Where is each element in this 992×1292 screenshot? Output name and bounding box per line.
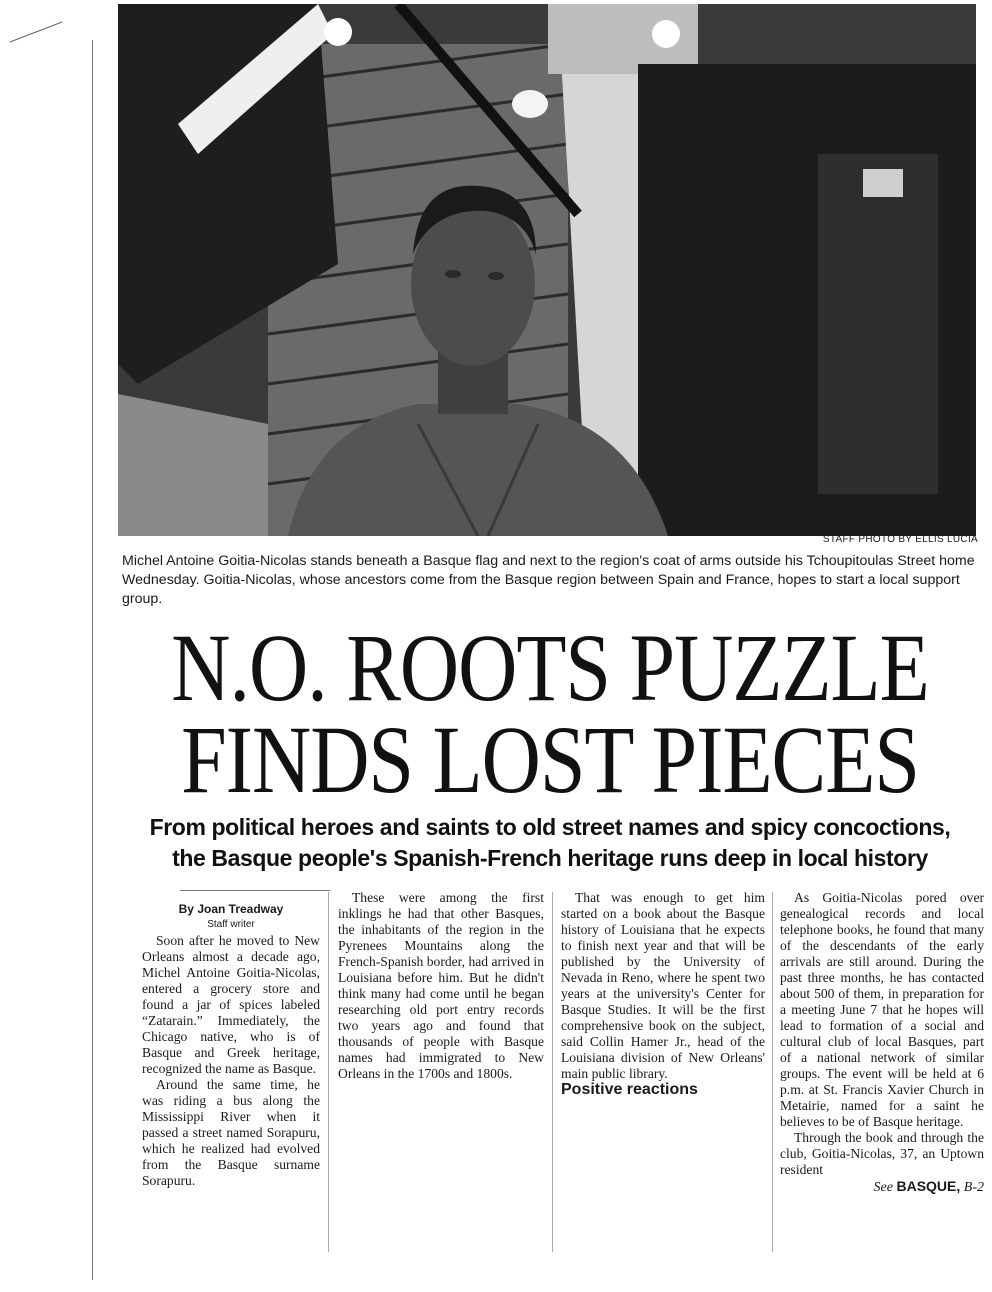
jump-prefix: See [873, 1180, 897, 1195]
paragraph-3: These were among the first inklings he had that other Basques, the inhabitants of the region in the Pyrenees Mountains along the French-Spanish border, had arrived in Louisiana before him. But he didn't think many had come until he began researching old port entry records two years ago and found that thousands of people with Basque names had immigrated to New Orleans in the 1700s and 1800s. [338, 890, 544, 1081]
headline-line-1: N.O. ROOTS PUZZLE [171, 613, 929, 722]
article-column-2 [338, 890, 544, 1082]
article-photo [118, 4, 976, 536]
headline-line-2: FINDS LOST PIECES [181, 705, 919, 814]
porch-light-left [324, 18, 352, 46]
column-divider [772, 892, 773, 1252]
section-subhead: Positive reactions [561, 1081, 698, 1098]
subheadline-deck [110, 812, 990, 874]
deck-line-2: the Basque people's Spanish-French heritage runs deep in local history [172, 845, 928, 871]
byline-role: Staff writer [207, 919, 255, 930]
headline [120, 613, 980, 814]
porch-light-right [652, 20, 680, 48]
article-column-4 [780, 890, 984, 1196]
article-column-1 [142, 890, 320, 1189]
paragraph-4: That was enough to get him started on a book about the Basque history of Louisiana that he expects to finish next year and that will be published by the University of Nevada in Reno, where he spent two years at the university's Center for Basque Studies. It will be the first comprehensive book on the subject, said Collin Hamer Jr., head of the Louisiana division of New Orleans' main public library. [561, 890, 765, 1081]
paragraph-1: Soon after he moved to New Orleans almost a decade ago, Michel Antoine Goitia-Nicolas, entered a grocery store and found a jar of spices labeled “Zatarain.” Immediately, the Chicago native, who is of Basque and Greek heritage, recognized the name as Basque. [142, 933, 320, 1076]
scan-pen-mark [6, 8, 86, 48]
column-divider [552, 892, 553, 1252]
article-column-3 [561, 890, 765, 1098]
paragraph-2: Around the same time, he was riding a bus along the Mississippi River when it passed a street named Sorapuru, which he realized had evolved from the Basque surname Sorapuru. [142, 1077, 320, 1188]
photo-credit: STAFF PHOTO BY ELLIS LUCIA [822, 534, 978, 545]
photo-caption: Michel Antoine Goitia-Nicolas stands beneath a Basque flag and next to the region's coat of arms outside his Tchoupitoulas Street home Wednesday. Goitia-Nicolas, whose ancestors come from the Basque region between Spain and France, hopes to start a local support group. [122, 553, 975, 607]
deck-line-1: From political heroes and saints to old street names and spicy concoctions, [149, 814, 951, 840]
paragraph-5: As Goitia-Nicolas pored over genealogical records and local telephone books, he found that many of the descendants of the early arrivals are still around. During the past three months, he has contacted about 500 of them, in preparation for a meeting June 7 that he hopes will lead to formation of a social and cultural club of local Basques, part of a national network of similar groups. The event will be held at 6 p.m. at St. Francis Xavier Church in Metairie, named for a saint he believes to be of Basque heritage. [780, 890, 984, 1129]
byline-divider [180, 890, 330, 891]
page-edge-rule [92, 40, 93, 1280]
jump-label: BASQUE, [896, 1178, 961, 1194]
paragraph-6: Through the book and through the club, Goitia-Nicolas, 37, an Uptown resident [780, 1130, 984, 1177]
byline-author: By Joan Treadway [178, 902, 284, 916]
jump-line [780, 1178, 984, 1196]
jump-page: B-2 [960, 1180, 984, 1195]
photo-illustration [118, 4, 976, 536]
column-divider [328, 892, 329, 1252]
